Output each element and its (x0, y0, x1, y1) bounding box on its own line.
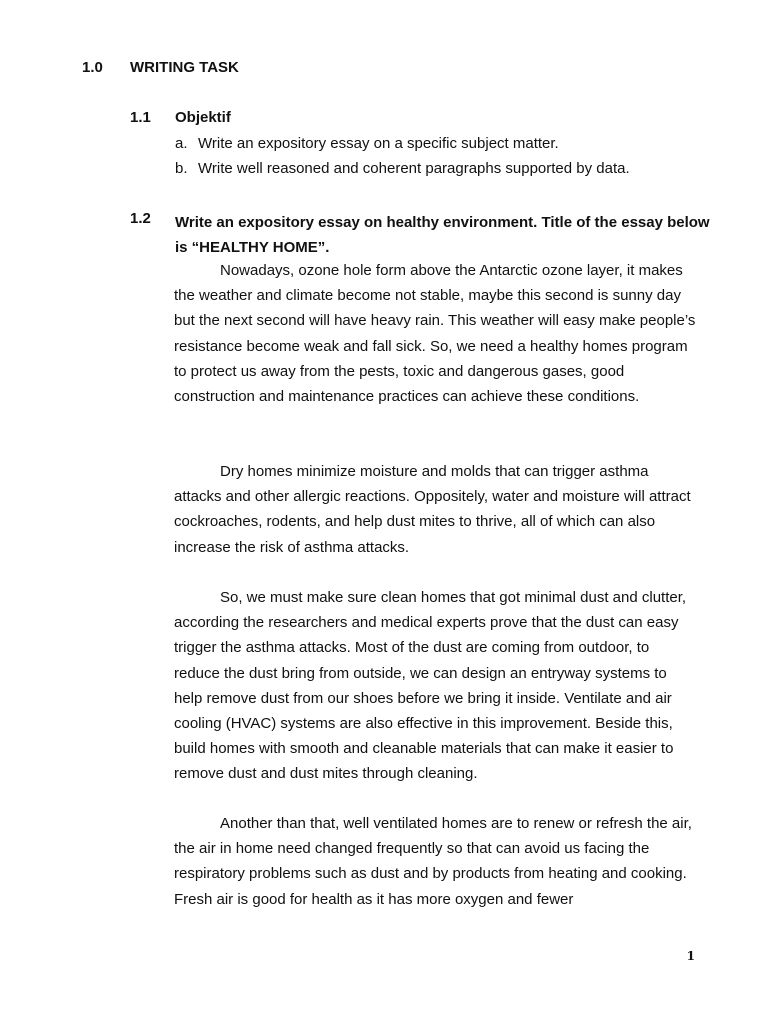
objective-item (175, 135, 559, 153)
essay-paragraph (174, 585, 699, 787)
paragraph-text: Nowadays, ozone hole form above the Antarctic ozone layer, it makes the weather and climate become not stable, maybe this second is sunny day but the next second will have heavy rain. This weather will easy make people’s resistance become weak and fall sick. So, we need a healthy homes program to protect us away from the pests, toxic and dangerous gases, good construction and maintenance practices can achieve these conditions. (174, 262, 696, 406)
essay-paragraph (174, 258, 699, 409)
task-number: 1.2 (130, 210, 151, 227)
task-title: Write an expository essay on healthy environment. Title of the essay below is “HEALTHY HOME”. (175, 214, 710, 256)
section-number: 1.0 (82, 59, 103, 76)
page-number: 1 (686, 949, 695, 963)
essay-paragraph (174, 811, 699, 912)
list-item-text: Write well reasoned and coherent paragraphs supported by data. (198, 160, 630, 177)
objective-item (175, 160, 630, 178)
paragraph-text: So, we must make sure clean homes that got minimal dust and clutter, according the researchers and medical experts prove that the dust can easy trigger the asthma attacks. Most of the dust are coming from outdoor, to reduce the dust bring from outside, we can design an entryway systems to help remove dust from our shoes before we bring it inside. Ventilate and air cooling (HVAC) systems are also effective in this improvement. Beside this, build homes with smooth and cleanable materials that can make it easier to remove dust and dust mites through cleaning. (174, 589, 687, 783)
list-marker: a. (175, 135, 188, 152)
list-marker: b. (175, 160, 188, 177)
essay-paragraph (174, 459, 699, 560)
paragraph-text: Another than that, well ventilated homes are to renew or refresh the air, the air in home need changed frequently so that can avoid us facing the respiratory problems such as dust and by products from heating and cooking. Fresh air is good for health as it has more oxygen and fewer (174, 815, 692, 908)
list-item-text: Write an expository essay on a specific subject matter. (198, 135, 559, 152)
objective-title: Objektif (175, 109, 231, 126)
section-title: WRITING TASK (130, 59, 239, 76)
objective-number: 1.1 (130, 109, 151, 126)
paragraph-text: Dry homes minimize moisture and molds that can trigger asthma attacks and other allergic reactions. Oppositely, water and moisture will attract cockroaches, rodents, and help dust mites to thrive, all of which can also increase the risk of asthma attacks. (174, 463, 691, 556)
